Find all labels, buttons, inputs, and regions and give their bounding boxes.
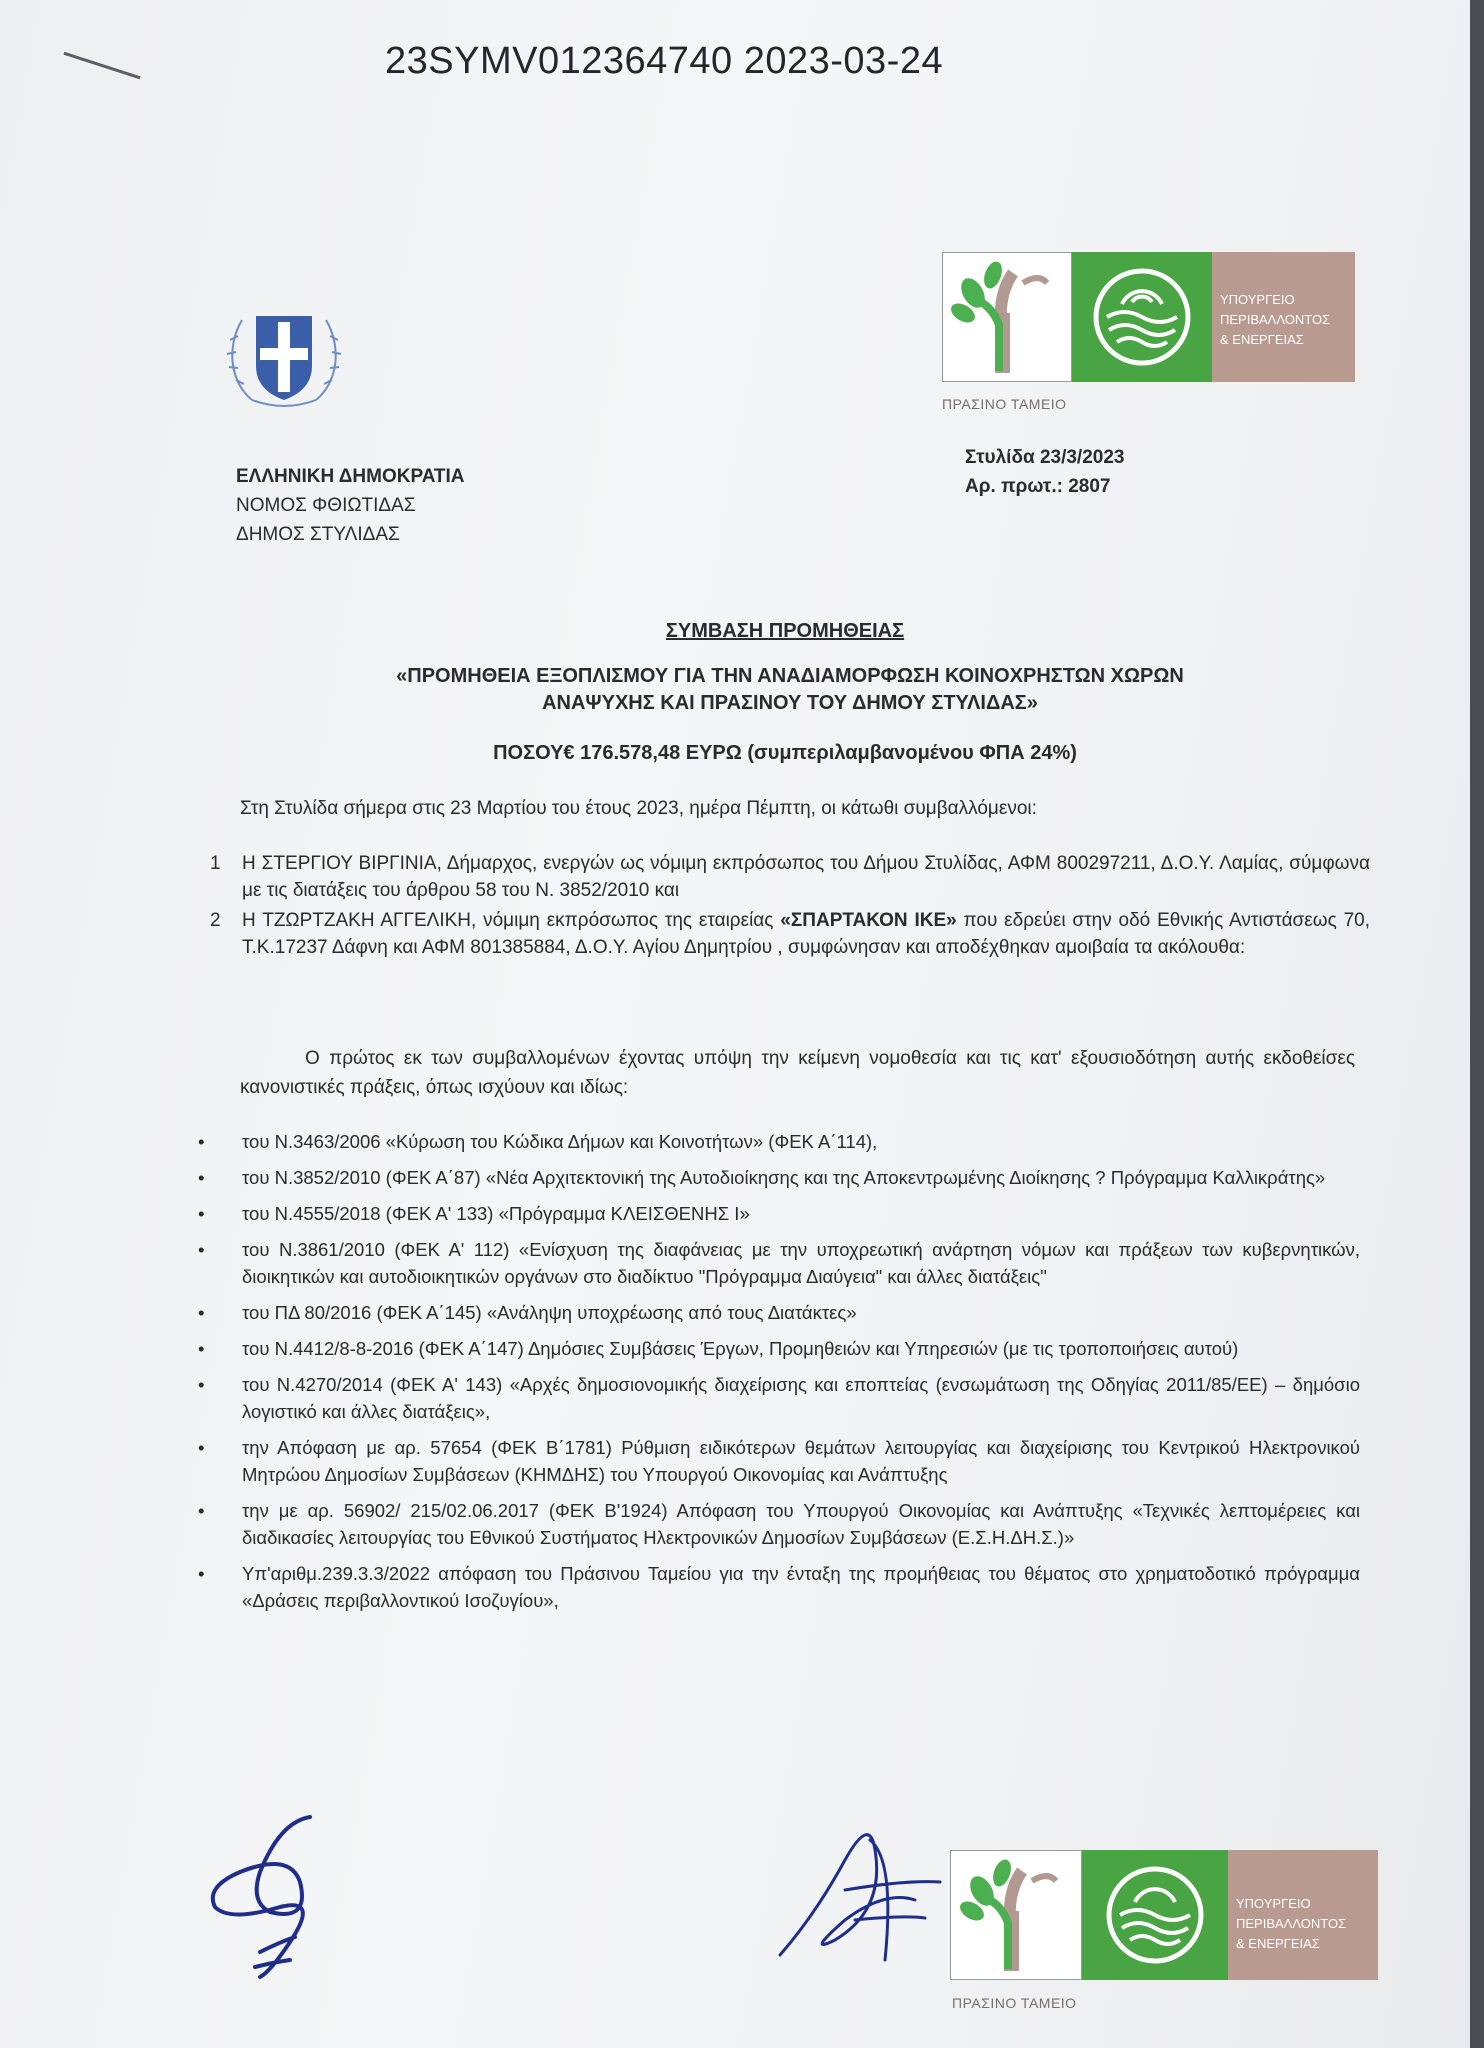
legislation-list bbox=[195, 1128, 1360, 1623]
green-fund-logo bbox=[942, 252, 1355, 382]
list-item bbox=[195, 1299, 1360, 1326]
list-item bbox=[195, 1236, 1360, 1290]
list-item bbox=[195, 1434, 1360, 1488]
party-text-part: που εδρεύει στην οδό Εθνικής Αντιστάσεως 70, Τ.Κ.17237 Δάφνη και ΑΦΜ 801385884, Δ.Ο.Υ. Αγίου Δημητρίου , συμφώνησαν και αποδέχθηκαν αμοιβαία τα ακόλουθα: bbox=[242, 910, 1370, 958]
list-item-text: την Απόφαση με αρ. 57654 (ΦΕΚ Β΄1781) Ρύθμιση ειδικότερων θεμάτων λειτουργίας και διαχείρισης του Κεντρικού Ηλεκτρονικού Μητρώου Δημοσίων Συμβάσεων (ΚΗΜΔΗΣ) του Υπουργού Οικονομίας και Ανάπτυξης bbox=[242, 1437, 1360, 1485]
party-number: 1 bbox=[210, 853, 221, 874]
subtitle-line-1: «ΠΡΟΜΗΘΕΙΑ ΕΞΟΠΛΙΣΜΟΥ ΓΙΑ ΤΗΝ ΑΝΑΔΙΑΜΟΡΦΩΣΗ ΚΟΙΝΟΧΡΗΣΤΩΝ ΧΩΡΩΝ bbox=[396, 665, 1184, 687]
list-item-text: του Ν.4412/8-8-2016 (ΦΕΚ Α΄147) Δημόσιες Συμβάσεις Έργων, Προμηθειών και Υπηρεσιών (με τις τροποποιήσεις αυτού) bbox=[242, 1338, 1239, 1359]
bullet-icon: • bbox=[198, 1437, 205, 1458]
pen-mark bbox=[63, 52, 140, 80]
list-item bbox=[195, 1335, 1360, 1362]
ministry-line-1: ΥΠΟΥΡΓΕΙΟ bbox=[1236, 1896, 1311, 1911]
company-name: «ΣΠΑΡΤΑΚΟΝ ΙΚΕ» bbox=[780, 910, 957, 931]
contract-amount: ΠΟΣΟΥ€ 176.578,48 ΕΥΡΩ (συμπεριλαμβανομένου ΦΠΑ 24%) bbox=[493, 742, 1077, 764]
tree-logo-icon bbox=[950, 1850, 1082, 1980]
ministry-label bbox=[1228, 1850, 1378, 1980]
bullet-icon: • bbox=[198, 1338, 205, 1359]
party-text: Η ΣΤΕΡΓΙΟΥ ΒΙΡΓΙΝΙΑ, Δήμαρχος, ενεργών ως νόμιμη εκπρόσωπος του Δήμου Στυλίδας, ΑΦΜ 800297211, Δ.Ο.Υ. Λαμίας, σύμφωνα με τις διατάξεις του άρθρου 58 του Ν. 3852/2010 και bbox=[242, 853, 1370, 901]
page-edge-shadow bbox=[1470, 0, 1484, 2048]
list-item bbox=[195, 1497, 1360, 1551]
document-code: 23SYMV012364740 2023-03-24 bbox=[385, 40, 944, 82]
document-subtitle bbox=[330, 663, 1250, 717]
protocol-number: Αρ. πρωτ.: 2807 bbox=[965, 476, 1111, 497]
considerations-paragraph: Ο πρώτος εκ των συμβαλλομένων έχοντας υπόψη την κείμενη νομοθεσία και τις κατ' εξουσιοδότηση αυτής εκδοθείσες κανονιστικές πράξεις, όπως ισχύουν και ιδίως: bbox=[240, 1048, 1355, 1098]
list-item-text: Υπ'αριθμ.239.3.3/2022 απόφαση του Πράσινου Ταμείου για την ένταξη της προμήθειας του θέματος στο χρηματοδοτικό πρόγραμμα «Δράσεις περιβαλλοντικού Ισοζυγίου», bbox=[242, 1563, 1360, 1611]
list-item bbox=[195, 1371, 1360, 1425]
list-item bbox=[195, 1560, 1360, 1614]
bullet-icon: • bbox=[198, 1203, 205, 1224]
intro-paragraph: Στη Στυλίδα σήμερα στις 23 Μαρτίου του έτους 2023, ημέρα Πέμπτη, οι κάτωθι συμβαλλόμενοι: bbox=[240, 798, 1037, 819]
list-item-text: του Ν.3861/2010 (ΦΕΚ Α' 112) «Ενίσχυση της διαφάνειας με την υποχρεωτική ανάρτηση νόμων και πράξεων των κυβερνητικών, διοικητικών και αυτοδιοικητικών οργάνων στο διαδίκτυο "Πρόγραμμα Διαύγεια" και άλλες διατάξεις" bbox=[242, 1239, 1360, 1287]
list-item-text: του ΠΔ 80/2016 (ΦΕΚ Α΄145) «Ανάληψη υποχρέωσης από τους Διατάκτες» bbox=[242, 1302, 857, 1323]
tree-logo-icon bbox=[942, 252, 1072, 382]
party-text bbox=[242, 907, 1370, 961]
list-item bbox=[195, 1128, 1360, 1155]
list-item-text: την με αρ. 56902/ 215/02.06.2017 (ΦΕΚ Β'1924) Απόφαση του Υπουργού Οικονομίας και Ανάπτυξης «Τεχνικές λεπτομέρειες και διαδικασίες λειτουργίας του Εθνικού Συστήματος Ηλεκτρονικών Δημοσίων Συμβάσεων (Ε.Σ.Η.ΔΗ.Σ.)» bbox=[242, 1500, 1360, 1548]
green-fund-logo-bottom bbox=[950, 1850, 1378, 1980]
date-protocol-block bbox=[965, 443, 1124, 501]
issuer-prefecture: ΝΟΜΟΣ ΦΘΙΩΤΙΔΑΣ bbox=[236, 495, 416, 516]
list-item-text: του Ν.4270/2014 (ΦΕΚ Α' 143) «Αρχές δημοσιονομικής διαχείρισης και εποπτείας (ενσωμάτωση της Οδηγίας 2011/85/ΕΕ) – δημόσιο λογιστικό και άλλες διατάξεις», bbox=[242, 1374, 1360, 1422]
issuer-republic: ΕΛΛΗΝΙΚΗ ΔΗΜΟΚΡΑΤΙΑ bbox=[236, 466, 465, 487]
document-title: ΣΥΜΒΑΣΗ ΠΡΟΜΗΘΕΙΑΣ bbox=[665, 620, 905, 642]
signature-right bbox=[775, 1820, 955, 1970]
bullet-icon: • bbox=[198, 1239, 205, 1260]
ministry-label bbox=[1212, 252, 1355, 382]
greek-emblem-icon bbox=[222, 292, 346, 416]
issuer-block bbox=[236, 462, 464, 549]
ministry-line-3: & ΕΝΕΡΓΕΙΑΣ bbox=[1236, 1936, 1320, 1951]
ministry-line-2: ΠΕΡΙΒΑΛΛΟΝΤΟΣ bbox=[1220, 312, 1331, 327]
bullet-icon: • bbox=[198, 1563, 205, 1584]
party-number: 2 bbox=[210, 910, 221, 931]
subtitle-line-2: ΑΝΑΨΥΧΗΣ ΚΑΙ ΠΡΑΣΙΝΟΥ ΤΟΥ ΔΗΜΟΥ ΣΤΥΛΙΔΑΣ» bbox=[542, 692, 1038, 714]
party-item bbox=[210, 907, 1370, 961]
wave-sun-logo-icon bbox=[1072, 252, 1212, 382]
list-item-text: του Ν.4555/2018 (ΦΕΚ Α' 133) «Πρόγραμμα ΚΛΕΙΣΘΕΝΗΣ Ι» bbox=[242, 1203, 750, 1224]
green-fund-caption: ΠΡΑΣΙΝΟ ΤΑΜΕΙΟ bbox=[952, 1995, 1077, 2011]
bullet-icon: • bbox=[198, 1131, 205, 1152]
list-item bbox=[195, 1200, 1360, 1227]
bullet-icon: • bbox=[198, 1302, 205, 1323]
ministry-line-3: & ΕΝΕΡΓΕΙΑΣ bbox=[1220, 332, 1304, 347]
green-fund-caption: ΠΡΑΣΙΝΟ ΤΑΜΕΙΟ bbox=[942, 396, 1067, 412]
place-date: Στυλίδα 23/3/2023 bbox=[965, 447, 1125, 468]
bullet-icon: • bbox=[198, 1374, 205, 1395]
bullet-icon: • bbox=[198, 1500, 205, 1521]
issuer-municipality: ΔΗΜΟΣ ΣΤΥΛΙΔΑΣ bbox=[236, 524, 400, 545]
party-item bbox=[210, 850, 1370, 904]
ministry-line-1: ΥΠΟΥΡΓΕΙΟ bbox=[1220, 292, 1295, 307]
bullet-icon: • bbox=[198, 1167, 205, 1188]
party-text-part: Η ΤΖΩΡΤΖΑΚΗ ΑΓΓΕΛΙΚΗ, νόμιμη εκπρόσωπος της εταιρείας bbox=[242, 910, 781, 931]
list-item bbox=[195, 1164, 1360, 1191]
signature-left bbox=[200, 1812, 340, 1982]
list-item-text: του Ν.3852/2010 (ΦΕΚ Α΄87) «Νέα Αρχιτεκτονική της Αυτοδιοίκησης και της Αποκεντρωμένης Διοίκησης ? Πρόγραμμα Καλλικράτης» bbox=[242, 1167, 1326, 1188]
ministry-line-2: ΠΕΡΙΒΑΛΛΟΝΤΟΣ bbox=[1236, 1916, 1347, 1931]
wave-sun-logo-icon bbox=[1082, 1850, 1228, 1980]
list-item-text: του Ν.3463/2006 «Κύρωση του Κώδικα Δήμων και Κοινοτήτων» (ΦΕΚ Α΄114), bbox=[242, 1131, 878, 1152]
